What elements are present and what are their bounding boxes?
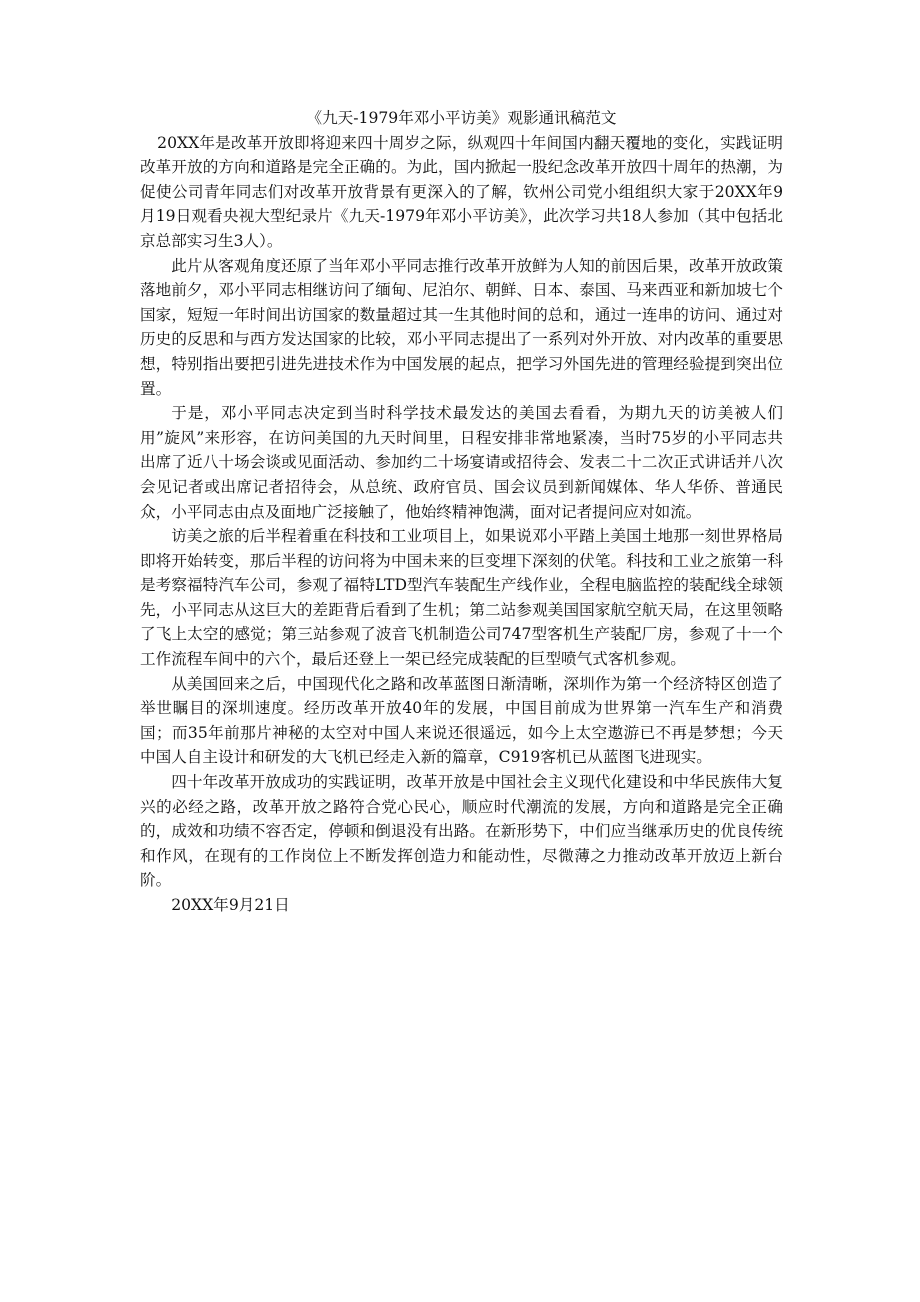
document-date: 20XX年9月21日 [171,896,290,914]
paragraph-tech-tour: 访美之旅的后半程着重在科技和工业项目上，如果说邓小平踏上美国土地那一刻世界格局即将开始转变，那后半程的访问将为中国未来的巨变埋下深刻的伏笔。科技和工业之旅第一科是考察福特汽车公司，参观了福特LTD型汽车装配生产线作业，全程电脑监控的装配线全球领先，小平同志从这巨大的差距背后看到了生机；第二站参观美国国家航空航天局，在这里领略了飞上太空的感觉；第三站参观了波音飞机制造公司747型客机生产装配厂房，参观了十一个工作流程车间中的六个，最后还登上一架已经完成装配的巨型喷气式客机参观。 [140,527,783,669]
paragraph-conclusion: 四十年改革开放成功的实践证明，改革开放是中国社会主义现代化建设和中华民族伟大复兴的必经之路，改革开放之路符合党心民心，顺应时代潮流的发展，方向和道路是完全正确的，成效和功绩不容否定，停顿和倒退没有出路。在新形势下，中们应当继承历史的优良传统和作风，在现有的工作岗位上不断发挥创造力和能动性，尽微薄之力推动改革开放迈上新台阶。 [140,773,783,890]
document-title: 《九天-1979年邓小平访美》观影通讯稿范文 [306,109,617,127]
paragraph-background: 此片从客观角度还原了当年邓小平同志推行改革开放鲜为人知的前因后果，改革开放政策落地前夕，邓小平同志相继访问了缅甸、尼泊尔、朝鲜、日本、泰国、马来西亚和新加坡七个国家，短短一年时间出访国家的数量超过其一生其他时间的总和，通过一连串的访问、通过对历史的反思和与西方发达国家的比较，邓小平同志提出了一系列对外开放、对内改革的重要思想，特别指出要把引进先进技术作为中国发展的起点，把学习外国先进的管理经验提到突出位置。 [140,256,783,398]
paragraph-intro: 20XX年是改革开放即将迎来四十周岁之际，纵观四十年间国内翻天覆地的变化，实践证明改革开放的方向和道路是完全正确的。为此，国内掀起一股纪念改革开放四十周年的热潮，为促使公司青年同志们对改革开放背景有更深入的了解，钦州公司党小组组织大家于20XX年9月19日观看央视大型纪录片《九天-1979年邓小平访美》，此次学习共18人参加（其中包括北京总部实习生3人）。 [140,133,783,250]
paragraph-visit: 于是，邓小平同志决定到当时科学技术最发达的美国去看看，为期九天的访美被人们用”旋风”来形容，在访问美国的九天时间里，日程安排非常地紧凑，当时75岁的小平同志共出席了近八十场会谈或见面活动、参加约二十场宴请或招待会、发表二十二次正式讲话并八次会见记者或出席记者招待会，从总统、政府官员、国会议员到新闻媒体、华人华侨、普通民众，小平同志由点及面地广泛接触了，他始终精神饱满，面对记者提问应对如流。 [140,404,783,521]
paragraph-aftermath: 从美国回来之后，中国现代化之路和改革蓝图日渐清晰，深圳作为第一个经济特区创造了举世瞩目的深圳速度。经历改革开放40年的发展，中国目前成为世界第一汽车生产和消费国；而35年前那片神秘的太空对中国人来说还很遥远，如今上太空遨游已不再是梦想；今天中国人自主设计和研发的大飞机已经走入新的篇章，C919客机已从蓝图飞进现实。 [140,674,783,767]
document-body [140,106,783,918]
